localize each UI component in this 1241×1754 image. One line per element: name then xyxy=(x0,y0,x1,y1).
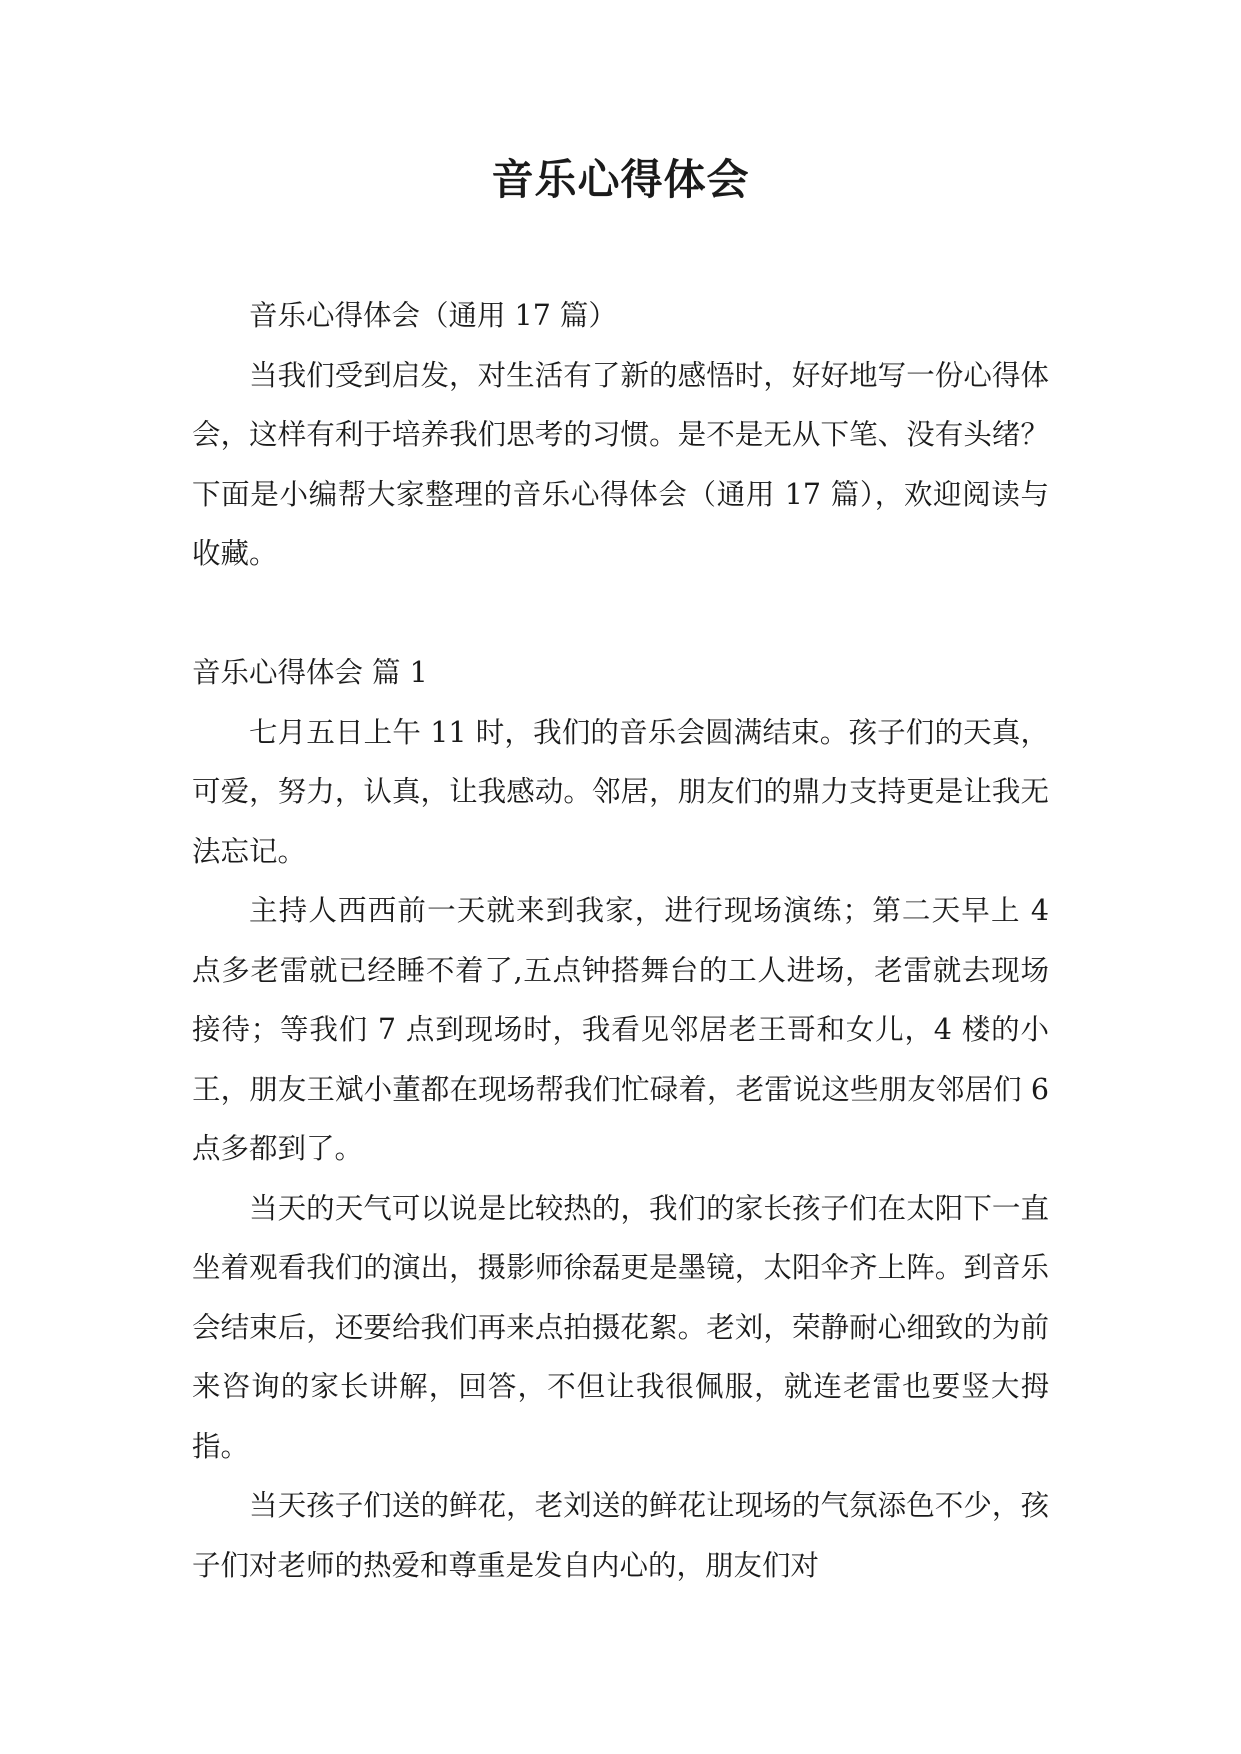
document-body xyxy=(192,286,1049,1595)
intro-subtitle: 音乐心得体会（通用 17 篇） xyxy=(249,299,617,332)
section-heading: 音乐心得体会 篇 1 xyxy=(192,656,428,689)
section-paragraph-4: 当天孩子们送的鲜花，老刘送的鲜花让现场的气氛添色不少，孩子们对老师的热爱和尊重是发自内心的，朋友们对 xyxy=(192,1489,1049,1582)
section-paragraph-2: 主持人西西前一天就来到我家，进行现场演练；第二天早上 4 点多老雷就已经睡不着了,五点钟搭舞台的工人进场，老雷就去现场接待；等我们 7 点到现场时，我看见邻居老王哥和女儿，4 楼的小王，朋友王斌小董都在现场帮我们忙碌着，老雷说这些朋友邻居们 6 点多都到了。 xyxy=(192,894,1049,1165)
section-paragraph-1: 七月五日上午 11 时，我们的音乐会圆满结束。孩子们的天真，可爱，努力，认真，让我感动。邻居，朋友们的鼎力支持更是让我无法忘记。 xyxy=(192,715,1049,868)
section-spacer xyxy=(192,584,1049,644)
document-title: 音乐心得体会 xyxy=(491,155,750,204)
intro-paragraph: 当我们受到启发，对生活有了新的感悟时，好好地写一份心得体会，这样有利于培养我们思考的习惯。是不是无从下笔、没有头绪？下面是小编帮大家整理的音乐心得体会（通用 17 篇），欢迎阅读与收藏。 xyxy=(192,358,1049,570)
section-paragraph-3: 当天的天气可以说是比较热的，我们的家长孩子们在太阳下一直坐着观看我们的演出，摄影师徐磊更是墨镜，太阳伞齐上阵。到音乐会结束后，还要给我们再来点拍摄花絮。老刘，荣静耐心细致的为前来咨询的家长讲解，回答，不但让我很佩服，就连老雷也要竖大拇指。 xyxy=(192,1191,1049,1463)
